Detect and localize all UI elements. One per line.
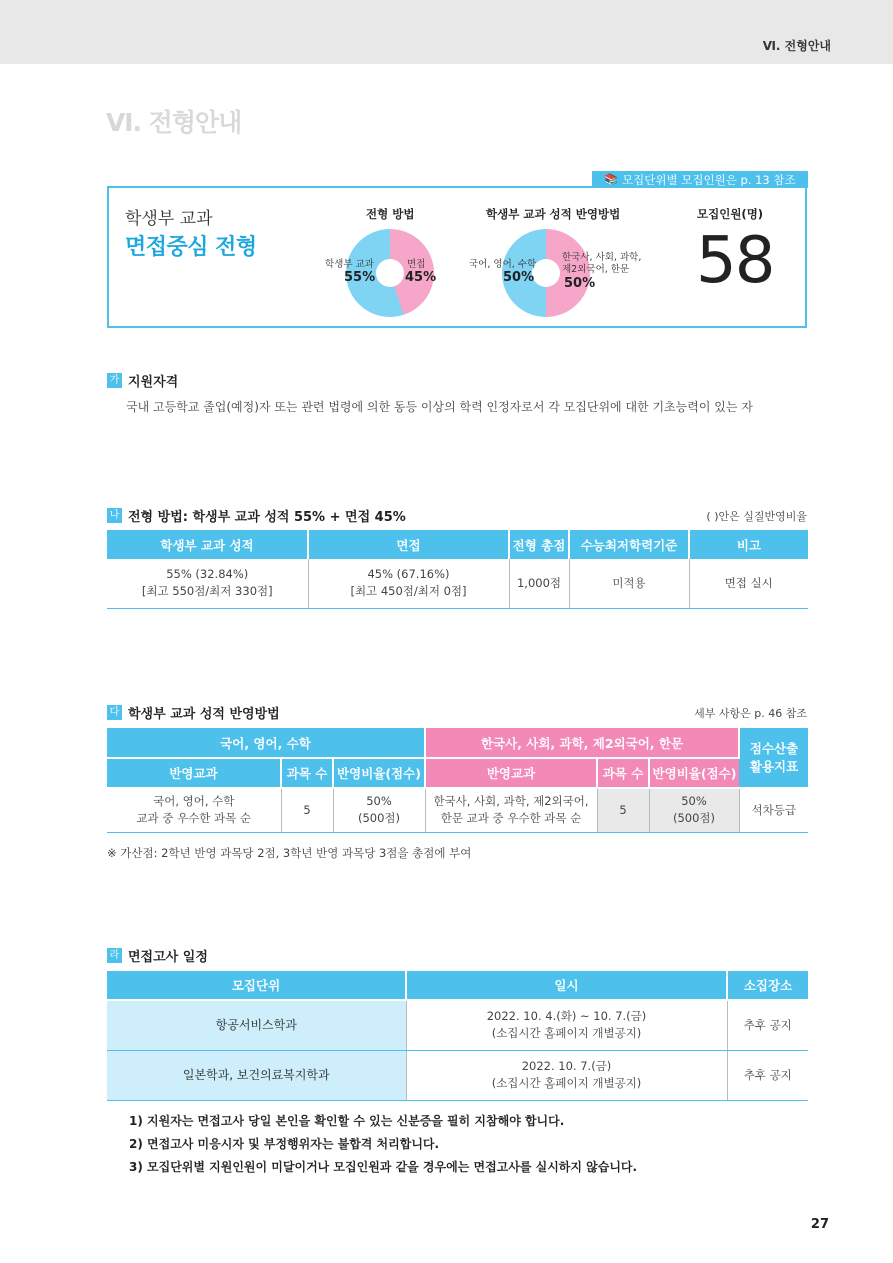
sub-header-subject-left: 반영교과 (107, 758, 281, 788)
sub-header-subject-right: 반영교과 (425, 758, 597, 788)
grade-right-pct: 50% (564, 276, 596, 291)
method-table (107, 530, 808, 609)
method-right-label: 면접 (407, 259, 426, 270)
eligibility-text: 국내 고등학교 졸업(예정)자 또는 관련 법령에 의한 동등 이상의 학력 인정자로서 각 모집단위에 대한 기초능력이 있는 자 (126, 400, 753, 414)
index-header: 점수산출 활용지표 (739, 728, 808, 788)
quota-heading: 모집인원(명) (697, 207, 764, 221)
section-a-heading (107, 371, 178, 390)
section-b-badge: 나 (107, 508, 122, 523)
section-c-badge: 다 (107, 705, 122, 720)
grade-left-label: 국어, 영어, 수학 (469, 259, 537, 270)
sub-header-count-right: 과목 수 (597, 758, 649, 788)
right-ratio-cell: 50% (500점) (649, 788, 739, 832)
rule-item: 2) 면접고사 미응시자 및 부정행위자는 불합격 처리합니다. (129, 1137, 440, 1151)
interview-cell: 45% (67.16%) [최고 450점/최저 0점] (308, 559, 509, 608)
left-count-cell: 5 (281, 788, 333, 832)
section-a-badge: 가 (107, 373, 122, 388)
col-header-place: 소집장소 (727, 971, 808, 1000)
track-title: 면접중심 전형 (125, 235, 257, 260)
sub-header-count-left: 과목 수 (281, 758, 333, 788)
col-header-date: 일시 (406, 971, 727, 1000)
schedule-table (107, 971, 808, 1101)
col-header-grade: 학생부 교과 성적 (107, 530, 308, 559)
left-subject-cell: 국어, 영어, 수학 교과 중 우수한 과목 순 (107, 788, 281, 832)
col-header-remark: 비고 (689, 530, 808, 559)
method-right-pct: 45% (405, 270, 437, 285)
col-header-interview: 면접 (308, 530, 509, 559)
section-title: Ⅵ. 전형안내 (106, 108, 242, 137)
grade-cell: 55% (32.84%) [최고 550점/최저 330점] (107, 559, 308, 608)
date-cell: 2022. 10. 4.(화) ~ 10. 7.(금) (소집시간 홈페이지 개별공지) (406, 1000, 727, 1050)
group-header-left: 국어, 영어, 수학 (107, 728, 425, 758)
section-d-title: 면접고사 일정 (128, 950, 208, 965)
index-cell: 석차등급 (739, 788, 808, 832)
section-b-title: 전형 방법: 학생부 교과 성적 55% + 면접 45% (128, 510, 406, 525)
table-row (107, 788, 808, 832)
summary-box (107, 186, 807, 328)
track-kicker: 학생부 교과 (125, 209, 213, 229)
method-left-pct: 55% (344, 270, 376, 285)
unit-cell: 항공서비스학과 (107, 1000, 406, 1050)
bonus-footnote: ※ 가산점: 2학년 반영 과목당 2점, 3학년 반영 과목당 3점을 총점에 부여 (107, 846, 472, 860)
section-d-heading (107, 946, 208, 965)
grade-table (107, 728, 808, 833)
grade-right-label-1: 한국사, 사회, 과학, (562, 252, 642, 263)
method-heading: 전형 방법 (366, 207, 415, 221)
grade-left-pct: 50% (503, 270, 535, 285)
col-header-total: 전형 총점 (509, 530, 569, 559)
grade-right-label-2: 제2외국어, 한문 (562, 264, 630, 275)
chapter-tag: Ⅵ. 전형안내 (762, 39, 831, 53)
total-cell: 1,000점 (509, 559, 569, 608)
top-band (0, 0, 893, 64)
sub-header-ratio-right: 반영비율(점수) (649, 758, 739, 788)
section-a-title: 지원자격 (128, 375, 179, 390)
left-ratio-cell: 50% (500점) (333, 788, 425, 832)
sub-header-ratio-left: 반영비율(점수) (333, 758, 425, 788)
quota-number: 58 (696, 224, 774, 298)
section-c-note: 세부 사항은 p. 46 참조 (694, 707, 807, 720)
page-number: 27 (810, 1217, 829, 1232)
rule-item: 1) 지원자는 면접고사 당일 본인을 확인할 수 있는 신분증을 필히 지참해야 합니다. (129, 1114, 565, 1128)
rule-item: 3) 모집단위별 지원인원이 미달이거나 모집인원과 같을 경우에는 면접고사를 실시하지 않습니다. (129, 1160, 638, 1174)
section-c-title: 학생부 교과 성적 반영방법 (128, 707, 280, 722)
minimum-cell: 미적용 (569, 559, 689, 608)
grade-heading: 학생부 교과 성적 반영방법 (486, 207, 621, 221)
place-cell: 추후 공지 (727, 1050, 808, 1100)
date-cell: 2022. 10. 7.(금) (소집시간 홈페이지 개별공지) (406, 1050, 727, 1100)
table-row (107, 559, 808, 608)
method-left-label: 학생부 교과 (325, 259, 374, 270)
reference-text: 모집단위별 모집인원은 p. 13 참조 (622, 172, 796, 187)
place-cell: 추후 공지 (727, 1000, 808, 1050)
table-row (107, 1000, 808, 1050)
section-c-heading (107, 703, 280, 722)
table-row (107, 1050, 808, 1100)
group-header-right: 한국사, 사회, 과학, 제2외국어, 한문 (425, 728, 739, 758)
unit-cell: 일본학과, 보건의료복지학과 (107, 1050, 406, 1100)
book-icon: 📚 (604, 173, 619, 186)
right-count-cell: 5 (597, 788, 649, 832)
section-b-heading (107, 506, 406, 525)
interview-rules (129, 1110, 637, 1179)
section-d-badge: 라 (107, 948, 122, 963)
section-b-note: ( )안은 실질반영비율 (706, 510, 807, 523)
col-header-unit: 모집단위 (107, 971, 406, 1000)
col-header-minimum: 수능최저학력기준 (569, 530, 689, 559)
right-subject-cell: 한국사, 사회, 과학, 제2외국어, 한문 교과 중 우수한 과목 순 (425, 788, 597, 832)
remark-cell: 면접 실시 (689, 559, 808, 608)
